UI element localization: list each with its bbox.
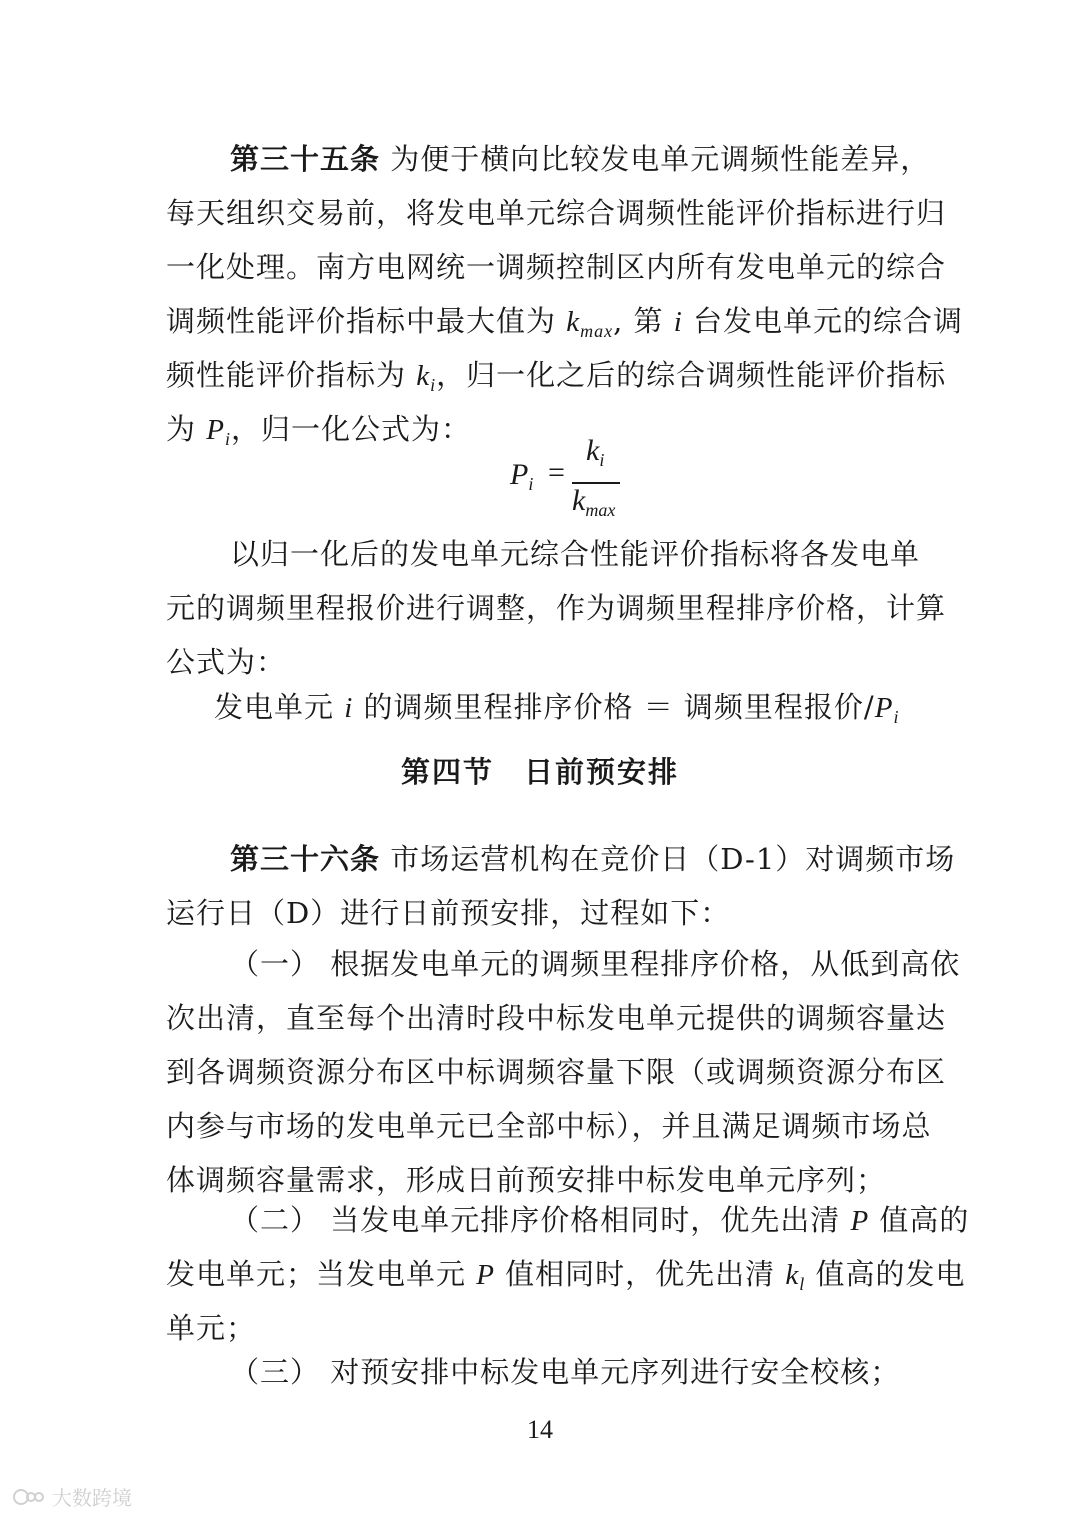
watermark-logo-icon	[12, 1485, 46, 1509]
item-1-line-5: 体调频容量需求，形成日前预安排中标发电单元序列；	[166, 1163, 887, 1197]
formula-numerator: $k_i$	[586, 434, 605, 470]
sort-price-formula: 发电单元 i 的调频里程排序价格 ＝ 调频里程报价$/P_i$	[214, 690, 900, 727]
watermark-text: 大数跨境	[52, 1486, 132, 1510]
item-2	[166, 1193, 970, 1355]
article-35	[166, 132, 964, 456]
article-35-line-6: 为 $P_i$，归一化公式为：	[166, 412, 471, 449]
item-1-line-3: 到各调频资源分布区中标调频容量下限（或调频资源分布区	[166, 1055, 947, 1089]
watermark	[12, 1482, 132, 1511]
section-number: 第四节	[400, 755, 494, 789]
section-heading	[0, 750, 1080, 791]
item-2-line-3: 单元；	[166, 1311, 257, 1345]
item-3	[166, 1345, 918, 1399]
item-1-line-4: 内参与市场的发电单元已全部中标），并且满足调频市场总	[166, 1109, 932, 1143]
paragraph-2-line-2: 元的调频里程报价进行调整，作为调频里程排序价格，计算	[166, 591, 947, 625]
formula-equals: =	[548, 456, 565, 489]
item-2-line-2: 发电单元；当发电单元 P 值相同时，优先出清 $k_l$ 值高的发电	[166, 1257, 966, 1294]
section-title: 日前预安排	[524, 755, 680, 789]
article-35-line-4: 调频性能评价指标中最大值为 $k_{max}$, 第 i 台发电单元的综合调	[166, 304, 964, 341]
article-35-line-5: 频性能评价指标为 $k_i$，归一化之后的综合调频性能评价指标	[166, 358, 947, 395]
formula-denominator: $k_{max}$	[572, 484, 616, 520]
item-3-line-1: （三） 对预安排中标发电单元序列进行安全校核；	[230, 1355, 901, 1389]
item-2-line-1: （二） 当发电单元排序价格相同时，优先出清 P 值高的	[230, 1203, 970, 1237]
page-number: 14	[527, 1415, 553, 1444]
article-36-line-2: 运行日（D）进行日前预安排，过程如下：	[166, 896, 731, 930]
article-36	[166, 832, 956, 940]
item-1-line-1: （一） 根据发电单元的调频里程排序价格，从低到高依	[230, 947, 961, 981]
article-35-line-2: 每天组织交易前，将发电单元综合调频性能评价指标进行归	[166, 196, 947, 230]
paragraph-2	[166, 527, 947, 689]
item-1	[166, 937, 961, 1207]
item-1-line-2: 次出清，直至每个出清时段中标发电单元提供的调频容量达	[166, 1001, 947, 1035]
article-36-title: 第三十六条	[230, 842, 381, 876]
formula-lhs: $P_i$	[510, 458, 534, 494]
paragraph-2-line-3: 公式为：	[166, 645, 287, 679]
normalization-formula	[510, 434, 650, 520]
article-35-title: 第三十五条	[230, 142, 381, 176]
article-35-line-3: 一化处理。南方电网统一调频控制区内所有发电单元的综合	[166, 250, 947, 284]
paragraph-2-line-1: 以归一化后的发电单元综合性能评价指标将各发电单	[230, 537, 921, 571]
article-35-line-1: 第三十五条 为便于横向比较发电单元调频性能差异，	[230, 142, 931, 176]
article-36-line-1: 第三十六条 市场运营机构在竞价日（D-1）对调频市场	[230, 842, 956, 876]
